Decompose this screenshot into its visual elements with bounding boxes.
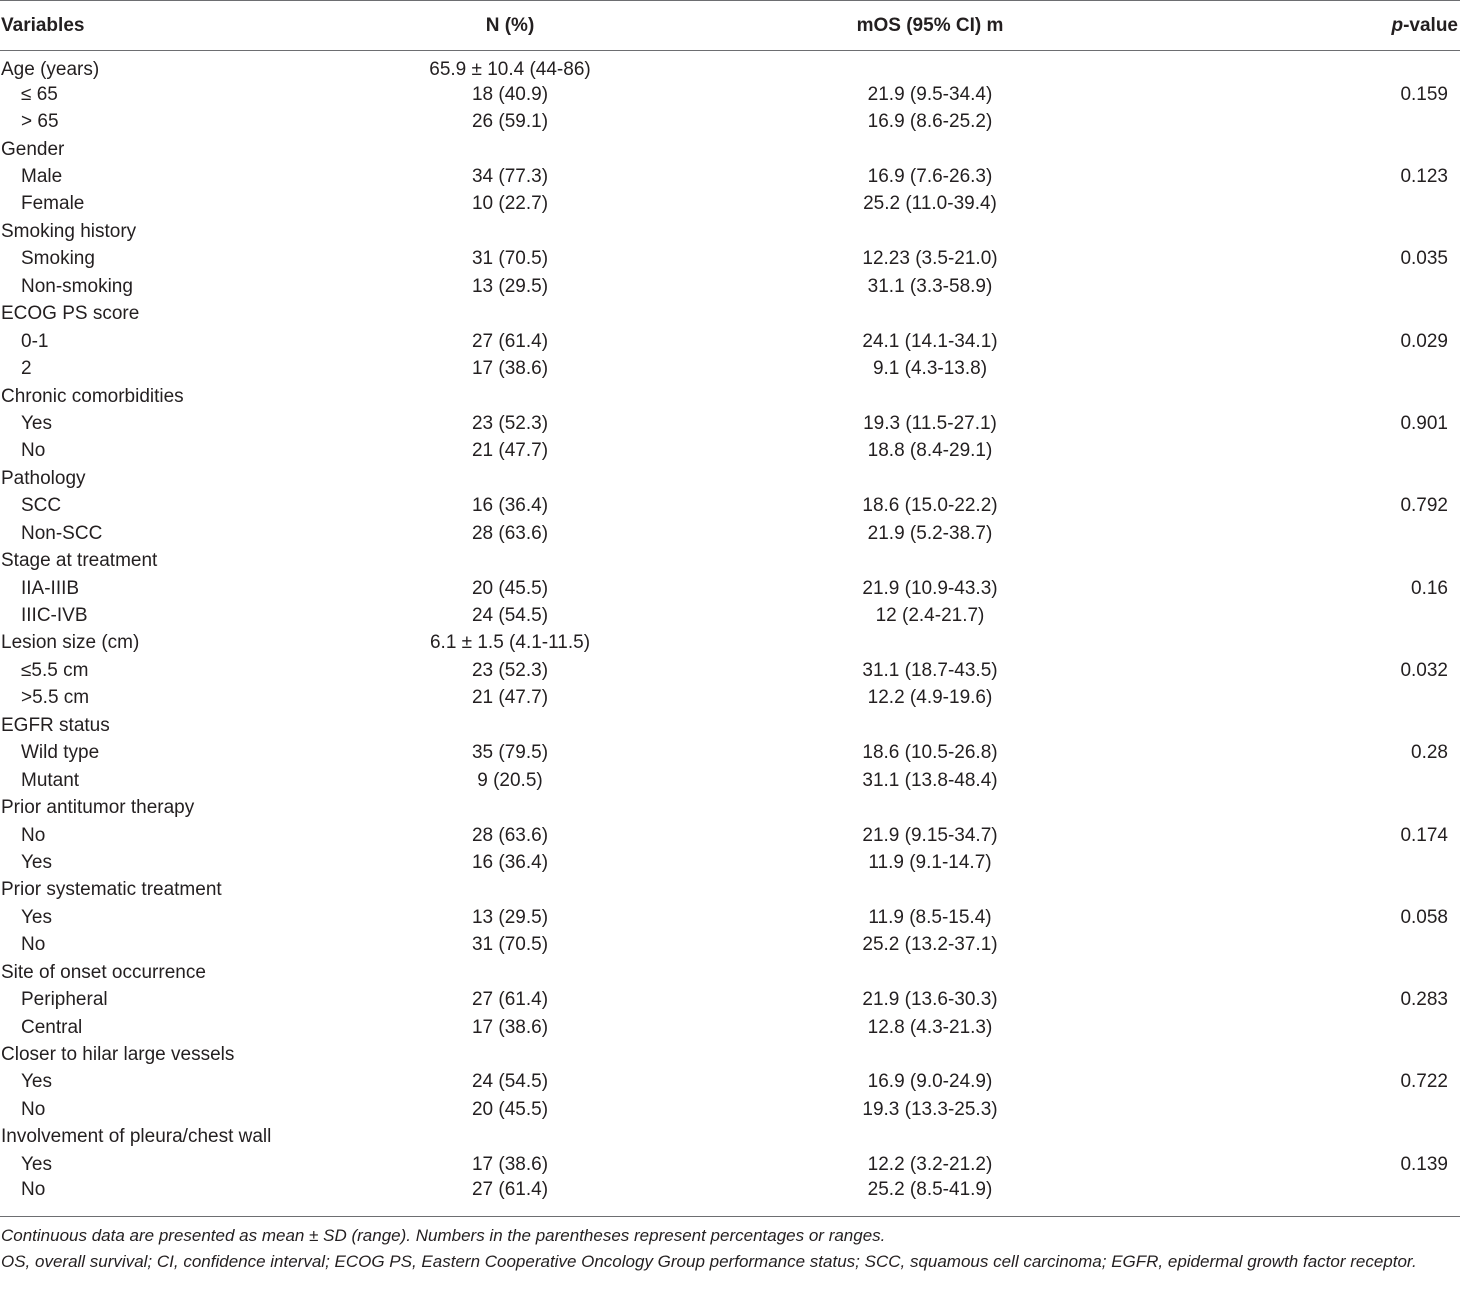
table-row <box>0 1069 1460 1096</box>
variable-label: Prior antitumor therapy <box>1 797 195 819</box>
p-value-cell: 0.16 <box>1411 577 1448 599</box>
n-percent-cell: 18 (40.9) <box>471 83 549 105</box>
variable-label: Gender <box>1 138 65 160</box>
table-row <box>0 575 1460 602</box>
mos-cell <box>630 218 1230 245</box>
subgroup-label: Non-smoking <box>21 275 133 297</box>
n-percent-cell: 17 (38.6) <box>471 1153 549 1175</box>
n-percent-cell: 31 (70.5) <box>471 934 549 956</box>
subgroup-label: Non-SCC <box>21 522 103 544</box>
table-row <box>0 410 1460 437</box>
n-percent-cell: 6.1 ± 1.5 (4.1-11.5) <box>429 632 591 654</box>
variable-label: Smoking history <box>1 220 137 242</box>
mos-cell: 25.2 (13.2-37.1) <box>862 934 998 956</box>
table-row <box>0 218 1460 245</box>
table-row <box>0 136 1460 163</box>
mos-cell <box>630 959 1230 986</box>
mos-cell: 16.9 (8.6-25.2) <box>867 111 993 133</box>
n-percent-cell <box>390 383 630 410</box>
p-value-cell: 0.283 <box>1400 989 1448 1011</box>
mos-cell <box>630 383 1230 410</box>
p-value-cell <box>1230 383 1460 410</box>
n-percent-cell <box>390 794 630 821</box>
p-value-cell <box>1230 218 1460 245</box>
subgroup-label: Peripheral <box>21 989 108 1011</box>
mos-cell: 9.1 (4.3-13.8) <box>872 358 988 380</box>
p-value-cell: 0.032 <box>1400 659 1448 681</box>
n-percent-cell: 23 (52.3) <box>471 659 549 681</box>
variable-label: Stage at treatment <box>1 550 158 572</box>
n-percent-cell: 28 (63.6) <box>471 824 549 846</box>
table-row <box>0 657 1460 684</box>
p-value-cell <box>1230 877 1460 904</box>
mos-cell: 25.2 (8.5-41.9) <box>867 1179 993 1201</box>
mos-cell: 18.8 (8.4-29.1) <box>867 440 993 462</box>
mos-cell: 25.2 (11.0-39.4) <box>863 193 997 215</box>
table-row <box>0 822 1460 849</box>
p-value-cell <box>1230 602 1460 629</box>
p-value-cell <box>1230 932 1460 959</box>
variable-label: Chronic comorbidities <box>1 385 184 407</box>
n-percent-cell <box>390 1041 630 1068</box>
subgroup-label: No <box>21 824 46 846</box>
p-value-cell <box>1230 355 1460 382</box>
n-percent-cell: 20 (45.5) <box>471 1098 549 1120</box>
mos-cell <box>630 630 1230 657</box>
mos-cell <box>630 301 1230 328</box>
table-row <box>0 1014 1460 1041</box>
n-percent-cell: 9 (20.5) <box>477 769 543 791</box>
table-row <box>0 877 1460 904</box>
mos-cell: 11.9 (9.1-14.7) <box>868 851 992 873</box>
mos-cell <box>630 1124 1230 1151</box>
table-row <box>0 767 1460 794</box>
p-value-cell <box>1230 1096 1460 1123</box>
subgroup-label: >5.5 cm <box>21 687 90 709</box>
n-percent-cell: 27 (61.4) <box>471 989 549 1011</box>
table-row <box>0 520 1460 547</box>
mos-cell <box>630 1041 1230 1068</box>
p-value-cell: 0.029 <box>1400 330 1448 352</box>
p-value-cell: 0.174 <box>1400 824 1448 846</box>
table-row <box>0 904 1460 931</box>
n-percent-cell: 17 (38.6) <box>471 1016 549 1038</box>
subgroup-label: IIA-IIIB <box>21 577 80 599</box>
p-value-cell: 0.123 <box>1400 166 1448 188</box>
subgroup-label: > 65 <box>21 111 59 133</box>
table-header <box>0 1 1460 51</box>
subgroup-label: ≤5.5 cm <box>21 659 89 681</box>
table-row <box>0 51 1460 82</box>
n-percent-cell <box>390 1124 630 1151</box>
subgroup-label: SCC <box>21 495 62 517</box>
mos-cell: 16.9 (9.0-24.9) <box>867 1071 993 1093</box>
header-p-suffix: -value <box>1403 14 1458 36</box>
table-body <box>0 51 1460 1206</box>
p-value-cell <box>1230 959 1460 986</box>
header-p-italic: p <box>1391 14 1404 36</box>
mos-cell: 31.1 (13.8-48.4) <box>862 769 998 791</box>
table-row <box>0 959 1460 986</box>
mos-cell: 18.6 (10.5-26.8) <box>862 742 998 764</box>
p-value-cell: 0.792 <box>1400 495 1448 517</box>
p-value-cell <box>1230 630 1460 657</box>
table-row <box>0 81 1460 108</box>
n-percent-cell: 13 (29.5) <box>471 275 549 297</box>
n-percent-cell: 21 (47.7) <box>471 440 549 462</box>
p-value-cell <box>1230 465 1460 492</box>
mos-cell: 19.3 (13.3-25.3) <box>862 1098 998 1120</box>
table-row <box>0 794 1460 821</box>
table-row <box>0 986 1460 1013</box>
table-row <box>0 1124 1460 1151</box>
variable-label: Age (years) <box>1 59 100 80</box>
subgroup-label: No <box>21 440 46 462</box>
table-row <box>0 438 1460 465</box>
table-row <box>0 273 1460 300</box>
mos-cell: 31.1 (18.7-43.5) <box>862 659 998 681</box>
table-row <box>0 685 1460 712</box>
subgroup-label: Yes <box>21 1153 52 1175</box>
table-row <box>0 493 1460 520</box>
subgroup-label: No <box>21 1179 46 1201</box>
n-percent-cell: 24 (54.5) <box>471 1071 549 1093</box>
table-row <box>0 1151 1460 1178</box>
subgroup-label: Wild type <box>21 742 100 764</box>
variable-label: Prior systematic treatment <box>1 879 222 901</box>
mos-cell: 24.1 (14.1-34.1) <box>862 330 998 352</box>
subgroup-label: Mutant <box>21 769 80 791</box>
mos-cell: 21.9 (5.2-38.7) <box>867 522 993 544</box>
mos-cell <box>630 794 1230 821</box>
n-percent-cell: 27 (61.4) <box>471 1179 549 1201</box>
table-row <box>0 1179 1460 1206</box>
n-percent-cell <box>390 136 630 163</box>
mos-cell: 12.2 (4.9-19.6) <box>867 687 993 709</box>
p-value-cell <box>1230 767 1460 794</box>
p-value-cell <box>1230 301 1460 328</box>
mos-cell <box>630 465 1230 492</box>
p-value-cell: 0.035 <box>1400 248 1448 270</box>
p-value-cell <box>1230 1124 1460 1151</box>
mos-cell: 12.23 (3.5-21.0) <box>862 248 998 270</box>
variable-label: Lesion size (cm) <box>1 632 140 654</box>
table-row <box>0 246 1460 273</box>
header-p-value <box>1230 1 1460 51</box>
table-row <box>0 740 1460 767</box>
mos-cell <box>630 547 1230 574</box>
mos-cell: 12.2 (3.2-21.2) <box>867 1153 993 1175</box>
table-row <box>0 108 1460 135</box>
p-value-cell: 0.901 <box>1400 412 1448 434</box>
n-percent-cell: 21 (47.7) <box>471 687 549 709</box>
p-value-cell <box>1230 191 1460 218</box>
table-footnotes <box>0 1217 1460 1275</box>
table-row <box>0 191 1460 218</box>
table-row <box>0 301 1460 328</box>
table-row <box>0 849 1460 876</box>
variable-label: Pathology <box>1 467 86 489</box>
p-value-cell: 0.139 <box>1400 1153 1448 1175</box>
variable-label: Site of onset occurrence <box>1 961 206 983</box>
p-value-cell: 0.722 <box>1400 1071 1448 1093</box>
n-percent-cell: 26 (59.1) <box>471 111 549 133</box>
p-value-cell <box>1230 1014 1460 1041</box>
mos-cell <box>630 136 1230 163</box>
p-value-cell <box>1230 547 1460 574</box>
mos-cell: 21.9 (9.15-34.7) <box>862 824 998 846</box>
subgroup-label: ≤ 65 <box>21 83 58 105</box>
n-percent-cell: 10 (22.7) <box>471 193 549 215</box>
n-percent-cell: 16 (36.4) <box>471 495 549 517</box>
subgroup-label: Yes <box>21 851 52 873</box>
footnote-abbreviations: OS, overall survival; CI, confidence interval; ECOG PS, Eastern Cooperative Oncology Group performance status; SCC, squamous cell carcinoma; EGFR, epidermal growth factor receptor. <box>1 1251 1417 1271</box>
n-percent-cell: 24 (54.5) <box>471 605 549 627</box>
subgroup-label: Male <box>21 166 63 188</box>
subgroup-label: Yes <box>21 906 52 928</box>
subgroup-label: Central <box>21 1016 83 1038</box>
subgroup-label: 2 <box>21 358 32 380</box>
variable-label: Closer to hilar large vessels <box>1 1044 235 1066</box>
table-row <box>0 465 1460 492</box>
p-value-cell <box>1230 1041 1460 1068</box>
header-variables: Variables <box>0 1 390 51</box>
p-value-cell <box>1230 685 1460 712</box>
mos-cell: 16.9 (7.6-26.3) <box>867 166 993 188</box>
table-row <box>0 1041 1460 1068</box>
n-percent-cell: 35 (79.5) <box>471 742 549 764</box>
subgroup-label: Smoking <box>21 248 95 270</box>
p-value-cell: 0.159 <box>1400 83 1448 105</box>
table-row <box>0 383 1460 410</box>
mos-cell: 31.1 (3.3-58.9) <box>867 275 993 297</box>
subgroup-label: No <box>21 934 46 956</box>
mos-cell: 19.3 (11.5-27.1) <box>863 412 997 434</box>
table-row <box>0 163 1460 190</box>
header-mos: mOS (95% CI) m <box>630 1 1230 51</box>
mos-cell: 12.8 (4.3-21.3) <box>867 1016 993 1038</box>
p-value-cell <box>1230 1179 1460 1206</box>
n-percent-cell: 20 (45.5) <box>471 577 549 599</box>
n-percent-cell <box>390 712 630 739</box>
subgroup-label: Yes <box>21 1071 52 1093</box>
table-row <box>0 547 1460 574</box>
table-row <box>0 602 1460 629</box>
n-percent-cell: 31 (70.5) <box>471 248 549 270</box>
n-percent-cell: 34 (77.3) <box>471 166 549 188</box>
mos-cell <box>630 712 1230 739</box>
mos-cell: 21.9 (13.6-30.3) <box>862 989 998 1011</box>
mos-cell: 21.9 (9.5-34.4) <box>867 83 993 105</box>
n-percent-cell <box>390 877 630 904</box>
mos-cell: 21.9 (10.9-43.3) <box>862 577 998 599</box>
n-percent-cell: 27 (61.4) <box>471 330 549 352</box>
n-percent-cell <box>390 218 630 245</box>
n-percent-cell: 17 (38.6) <box>471 358 549 380</box>
table-row <box>0 630 1460 657</box>
mos-cell: 11.9 (8.5-15.4) <box>868 906 992 928</box>
subgroup-label: Yes <box>21 412 52 434</box>
table-row <box>0 328 1460 355</box>
p-value-cell <box>1230 712 1460 739</box>
n-percent-cell <box>390 465 630 492</box>
footnote-data-presentation: Continuous data are presented as mean ± SD (range). Numbers in the parentheses represent percentages or ranges. <box>1 1225 886 1245</box>
variable-label: Involvement of pleura/chest wall <box>1 1126 272 1148</box>
n-percent-cell: 16 (36.4) <box>471 851 549 873</box>
p-value-cell <box>1230 136 1460 163</box>
p-value-cell: 0.058 <box>1400 906 1448 928</box>
variable-label: EGFR status <box>1 714 110 736</box>
subgroup-label: Female <box>21 193 85 215</box>
p-value-cell <box>1230 794 1460 821</box>
n-percent-cell: 23 (52.3) <box>471 412 549 434</box>
p-value-cell <box>1230 51 1460 82</box>
n-percent-cell <box>390 547 630 574</box>
p-value-cell <box>1230 520 1460 547</box>
mos-cell <box>630 877 1230 904</box>
mos-cell: 18.6 (15.0-22.2) <box>862 495 998 517</box>
subgroup-label: 0-1 <box>21 330 49 352</box>
p-value-cell: 0.28 <box>1411 742 1448 764</box>
n-percent-cell: 28 (63.6) <box>471 522 549 544</box>
p-value-cell <box>1230 849 1460 876</box>
subgroup-label: IIIC-IVB <box>21 605 88 627</box>
p-value-cell <box>1230 438 1460 465</box>
table-row <box>0 932 1460 959</box>
mos-cell: 12 (2.4-21.7) <box>875 605 985 627</box>
n-percent-cell: 65.9 ± 10.4 (44-86) <box>429 59 591 80</box>
table-row <box>0 355 1460 382</box>
variable-label: ECOG PS score <box>1 303 140 325</box>
n-percent-cell <box>390 301 630 328</box>
table-row <box>0 712 1460 739</box>
p-value-cell <box>1230 273 1460 300</box>
mos-cell <box>630 51 1230 82</box>
table-row <box>0 1096 1460 1123</box>
p-value-cell <box>1230 108 1460 135</box>
header-n-percent: N (%) <box>390 1 630 51</box>
n-percent-cell: 13 (29.5) <box>471 906 549 928</box>
header-row <box>0 1 1460 51</box>
n-percent-cell <box>390 959 630 986</box>
subgroup-label: No <box>21 1098 46 1120</box>
